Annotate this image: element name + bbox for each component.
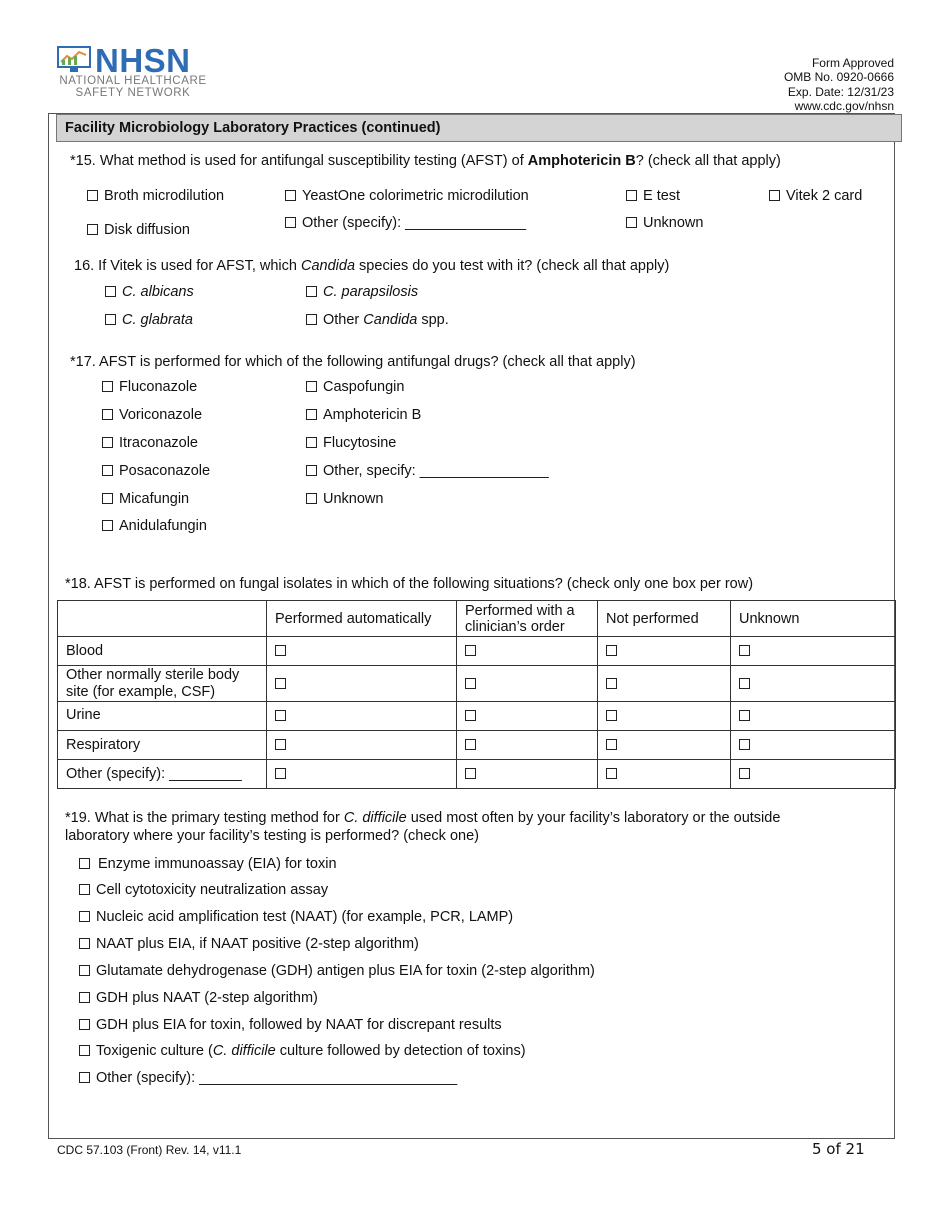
checkbox-cell[interactable] bbox=[598, 637, 731, 666]
monitor-chart-icon bbox=[57, 46, 91, 74]
q19-option[interactable]: NAAT plus EIA, if NAAT positive (2-step algorithm) bbox=[79, 936, 419, 952]
table-row bbox=[58, 637, 896, 666]
checkbox[interactable] bbox=[769, 190, 780, 201]
checkbox[interactable] bbox=[606, 739, 617, 750]
column-header: Not performed bbox=[598, 601, 731, 637]
checkbox[interactable] bbox=[275, 645, 286, 656]
checkbox-cell[interactable] bbox=[598, 666, 731, 702]
q19-option[interactable]: Toxigenic culture (C. difficile culture followed by detection of toxins) bbox=[79, 1043, 526, 1059]
q17-option[interactable]: Other, specify: ________________ bbox=[306, 463, 549, 479]
row-label: Respiratory bbox=[58, 731, 267, 760]
checkbox-cell[interactable] bbox=[731, 760, 896, 789]
checkbox[interactable] bbox=[102, 381, 113, 392]
checkbox-cell[interactable] bbox=[598, 702, 731, 731]
q17-option[interactable]: Anidulafungin bbox=[102, 518, 207, 534]
question-16: 16. If Vitek is used for AFST, which Candida species do you test with it? (check all that apply) bbox=[74, 258, 670, 274]
omb-number: OMB No. 0920-0666 bbox=[783, 70, 894, 85]
q18-table bbox=[57, 600, 896, 789]
checkbox[interactable] bbox=[102, 437, 113, 448]
q16-option[interactable]: C. albicans bbox=[105, 284, 194, 300]
checkbox[interactable] bbox=[275, 678, 286, 689]
q19-option[interactable]: Glutamate dehydrogenase (GDH) antigen plus EIA for toxin (2-step algorithm) bbox=[79, 963, 595, 979]
checkbox[interactable] bbox=[465, 739, 476, 750]
checkbox[interactable] bbox=[285, 217, 296, 228]
checkbox-cell[interactable] bbox=[731, 637, 896, 666]
q15-option[interactable]: Unknown bbox=[626, 215, 703, 231]
question-18: *18. AFST is performed on fungal isolates in which of the following situations? (check only one box per row) bbox=[65, 576, 754, 592]
checkbox[interactable] bbox=[306, 314, 317, 325]
checkbox[interactable] bbox=[626, 217, 637, 228]
checkbox[interactable] bbox=[739, 739, 750, 750]
table-header-row bbox=[58, 601, 896, 637]
checkbox[interactable] bbox=[606, 710, 617, 721]
checkbox[interactable] bbox=[306, 286, 317, 297]
q19-option[interactable]: GDH plus NAAT (2-step algorithm) bbox=[79, 990, 318, 1006]
checkbox[interactable] bbox=[465, 710, 476, 721]
q15-option[interactable]: YeastOne colorimetric microdilution bbox=[285, 188, 529, 204]
logo-subtitle-line1: NATIONAL HEALTHCARE bbox=[59, 75, 207, 87]
checkbox-cell[interactable] bbox=[457, 731, 598, 760]
checkbox[interactable] bbox=[739, 678, 750, 689]
checkbox[interactable] bbox=[306, 381, 317, 392]
checkbox[interactable] bbox=[626, 190, 637, 201]
expiration-date: Exp. Date: 12/31/23 bbox=[787, 84, 894, 99]
nhsn-logo bbox=[57, 44, 217, 104]
row-label: Urine bbox=[58, 702, 267, 731]
logo-wordmark: NHSN bbox=[95, 42, 191, 79]
checkbox[interactable] bbox=[105, 314, 116, 325]
checkbox[interactable] bbox=[79, 911, 90, 922]
q17-option[interactable]: Flucytosine bbox=[306, 435, 396, 451]
table-row bbox=[58, 731, 896, 760]
checkbox[interactable] bbox=[79, 1019, 90, 1030]
checkbox[interactable] bbox=[79, 1072, 90, 1083]
checkbox-cell[interactable] bbox=[267, 760, 457, 789]
checkbox-cell[interactable] bbox=[457, 760, 598, 789]
q17-option[interactable]: Posaconazole bbox=[102, 463, 210, 479]
q19-option[interactable]: Cell cytotoxicity neutralization assay bbox=[79, 882, 328, 898]
checkbox-cell[interactable] bbox=[731, 666, 896, 702]
question-19: *19. What is the primary testing method for C. difficile used most often by your facility’s laboratory or the outside bbox=[65, 810, 781, 826]
q17-option[interactable]: Amphotericin B bbox=[306, 407, 421, 423]
q17-option[interactable]: Fluconazole bbox=[102, 379, 197, 395]
row-label: Other normally sterile body site (for example, CSF) bbox=[58, 666, 267, 702]
q17-option[interactable]: Caspofungin bbox=[306, 379, 404, 395]
checkbox[interactable] bbox=[105, 286, 116, 297]
checkbox[interactable] bbox=[275, 768, 286, 779]
q19-option[interactable]: GDH plus EIA for toxin, followed by NAAT for discrepant results bbox=[79, 1017, 502, 1033]
question-19-line2: laboratory where your facility’s testing is performed? (check one) bbox=[65, 828, 479, 844]
row-label: Other (specify): _________ bbox=[58, 760, 267, 789]
logo-subtitle-line2: SAFETY NETWORK bbox=[75, 87, 191, 99]
q17-option[interactable]: Voriconazole bbox=[102, 407, 202, 423]
checkbox-cell[interactable] bbox=[457, 666, 598, 702]
checkbox[interactable] bbox=[102, 465, 113, 476]
checkbox-cell[interactable] bbox=[267, 637, 457, 666]
checkbox[interactable] bbox=[606, 678, 617, 689]
checkbox[interactable] bbox=[465, 678, 476, 689]
page-number: 5 of 21 bbox=[812, 1140, 865, 1158]
checkbox[interactable] bbox=[306, 409, 317, 420]
checkbox[interactable] bbox=[79, 992, 90, 1003]
checkbox-cell[interactable] bbox=[598, 731, 731, 760]
q19-option[interactable]: Nucleic acid amplification test (NAAT) (for example, PCR, LAMP) bbox=[79, 909, 513, 925]
checkbox[interactable] bbox=[79, 884, 90, 895]
checkbox[interactable] bbox=[102, 409, 113, 420]
q16-option[interactable]: Other Candida spp. bbox=[306, 312, 449, 328]
row-label: Blood bbox=[58, 637, 267, 666]
form-approved: Form Approved bbox=[811, 56, 894, 70]
checkbox[interactable] bbox=[306, 465, 317, 476]
q16-option[interactable]: C. parapsilosis bbox=[306, 284, 418, 300]
q16-option[interactable]: C. glabrata bbox=[105, 312, 193, 328]
form-id: CDC 57.103 (Front) Rev. 14, v11.1 bbox=[57, 1143, 242, 1157]
table-row bbox=[58, 702, 896, 731]
checkbox-cell[interactable] bbox=[598, 760, 731, 789]
question-17: *17. AFST is performed for which of the following antifungal drugs? (check all that apply) bbox=[70, 354, 636, 370]
checkbox[interactable] bbox=[465, 768, 476, 779]
checkbox[interactable] bbox=[465, 645, 476, 656]
checkbox[interactable] bbox=[739, 768, 750, 779]
column-header: Performed with a clinician’s order bbox=[457, 601, 598, 637]
q15-option[interactable]: E test bbox=[626, 188, 680, 204]
column-header: Unknown bbox=[731, 601, 896, 637]
checkbox-cell[interactable] bbox=[731, 702, 896, 731]
q15-option[interactable]: Disk diffusion bbox=[87, 222, 190, 238]
checkbox-cell[interactable] bbox=[267, 666, 457, 702]
section-title: Facility Microbiology Laboratory Practices (continued) bbox=[56, 114, 902, 142]
column-header: Performed automatically bbox=[267, 601, 457, 637]
checkbox-cell[interactable] bbox=[731, 731, 896, 760]
checkbox-cell[interactable] bbox=[457, 637, 598, 666]
question-15: *15. What method is used for antifungal susceptibility testing (AFST) of Amphotericin B? (check all that apply) bbox=[70, 153, 781, 169]
q19-option[interactable]: Other (specify): ________________________________ bbox=[79, 1070, 457, 1086]
checkbox[interactable] bbox=[275, 710, 286, 721]
checkbox[interactable] bbox=[79, 1045, 90, 1056]
checkbox-cell[interactable] bbox=[457, 702, 598, 731]
q17-option[interactable]: Itraconazole bbox=[102, 435, 198, 451]
q15-option[interactable]: Broth microdilution bbox=[87, 188, 224, 204]
table-row bbox=[58, 760, 896, 789]
q19-option[interactable]: Enzyme immunoassay (EIA) for toxin bbox=[79, 856, 337, 872]
checkbox-cell[interactable] bbox=[267, 702, 457, 731]
checkbox[interactable] bbox=[102, 520, 113, 531]
q15-option[interactable]: Other (specify): _______________ bbox=[285, 215, 526, 231]
q15-option[interactable]: Vitek 2 card bbox=[769, 188, 862, 204]
checkbox[interactable] bbox=[102, 493, 113, 504]
checkbox[interactable] bbox=[739, 710, 750, 721]
checkbox[interactable] bbox=[739, 645, 750, 656]
table-row bbox=[58, 666, 896, 702]
checkbox[interactable] bbox=[87, 190, 98, 201]
checkbox[interactable] bbox=[79, 965, 90, 976]
checkbox[interactable] bbox=[79, 858, 90, 869]
q17-option[interactable]: Unknown bbox=[306, 491, 383, 507]
table-corner-cell bbox=[58, 601, 267, 637]
checkbox[interactable] bbox=[606, 645, 617, 656]
q17-option[interactable]: Micafungin bbox=[102, 491, 189, 507]
checkbox[interactable] bbox=[275, 739, 286, 750]
checkbox[interactable] bbox=[606, 768, 617, 779]
nhsn-url[interactable]: www.cdc.gov/nhsn bbox=[794, 98, 894, 113]
checkbox[interactable] bbox=[306, 437, 317, 448]
checkbox[interactable] bbox=[306, 493, 317, 504]
checkbox[interactable] bbox=[285, 190, 296, 201]
checkbox[interactable] bbox=[79, 938, 90, 949]
checkbox-cell[interactable] bbox=[267, 731, 457, 760]
checkbox[interactable] bbox=[87, 224, 98, 235]
form-approval-info bbox=[784, 56, 894, 113]
